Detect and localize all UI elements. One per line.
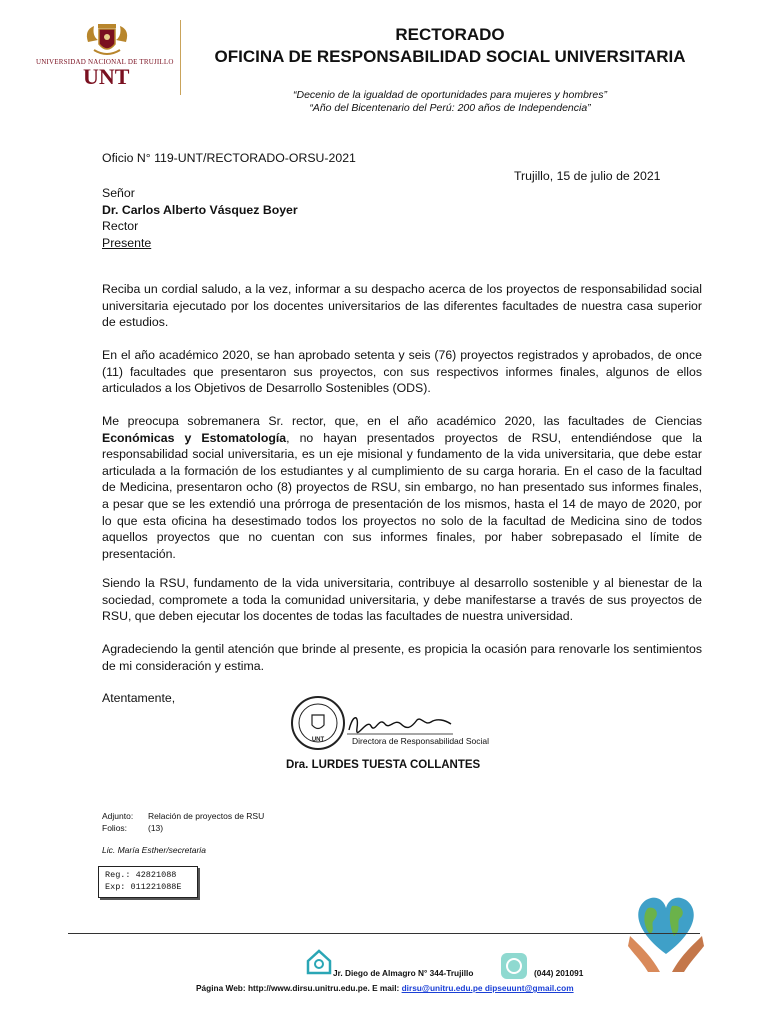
motto-bicentenario: “Año del Bicentenario del Perú: 200 años de Independencia” <box>309 102 591 114</box>
folios-label: Folios: <box>102 823 128 833</box>
letter-date: Trujillo, 15 de julio de 2021 <box>514 169 661 183</box>
home-icon <box>305 948 333 976</box>
recipient-block <box>102 185 298 251</box>
paragraph-2: En el año académico 2020, se han aprobado setenta y seis (76) proyectos registrados y aprobados, de once (11) facultades que presentaron sus proyectos, con sus respectivos informes finales, algunos de ellos articulados a los Objetivos de Desarrollo Sostenibles (ODS). <box>102 348 702 396</box>
handwritten-signature <box>345 708 455 738</box>
paragraph-3-a: Me preocupa sobremanera Sr. rector, que, en el año académico 2020, las facultades de Ciencias <box>102 414 702 428</box>
paragraph-3-c: , no hayan presentados proyectos de RSU, entendiéndose que la responsabilidad social universitaria, es un eje misional y fundamento de la vida universitaria, que debe estar articulada a la formación de los estudiantes y al cumplimiento de su carga horaria. En el caso de la facultad de Medicina, presentaron ocho (8) proyectos de RSU, sin embargo, no han presentado sus informes finales, a pesar que se les extendió una prórroga de presentación de los mismos, hasta el 14 de mayo de 2020, por lo que esta oficina ha desestimado todos los proyectos no solo de la facultad de Medicina sino de todos aquellos proyectos que no cuentan con sus informes finales, por haber sobrepasado el límite de presentación. <box>102 430 702 561</box>
registry-box <box>98 866 198 898</box>
signature-caption: Directora de Responsabilidad Social <box>352 736 490 746</box>
folios-value: (13) <box>148 823 164 833</box>
presente-label: Presente <box>102 235 152 250</box>
closing: Atentamente, <box>102 691 176 705</box>
university-name: UNIVERSIDAD NACIONAL DE TRUJILLO <box>36 58 174 66</box>
official-stamp-icon <box>290 695 346 751</box>
footer-email-links[interactable]: dirsu@unitru.edu.pe dipseuunt@gmail.com <box>401 983 574 993</box>
adjunto-value: Relación de proyectos de RSU <box>148 811 265 821</box>
recipient-name: Dr. Carlos Alberto Vásquez Boyer <box>102 202 298 217</box>
university-crest-icon <box>82 20 132 60</box>
footer-web-line <box>196 983 574 993</box>
paragraph-5: Agradeciendo la gentil atención que brinde al presente, es propicia la ocasión para renovarle los sentimientos de mi consideración y estima. <box>102 642 702 673</box>
university-abbr: UNT <box>83 64 130 89</box>
expedient-number: Exp: 011221088E <box>105 882 182 892</box>
paragraph-4: Siendo la RSU, fundamento de la vida universitaria, contribuye al desarrollo sostenible y al bienestar de la sociedad, compromete a toda la comunidad universitaria, y debe manifestarse a través de sus proyectos de RSU, que deben ejecutar los docentes de todas las facultades de nuestra universidad. <box>102 576 702 624</box>
adjunto-label: Adjunto: <box>102 811 134 821</box>
letter-reference: Oficio N° 119-UNT/RECTORADO-ORSU-2021 <box>102 151 356 165</box>
motto-decenio: “Decenio de la igualdad de oportunidades para mujeres y hombres” <box>292 89 608 101</box>
recipient-title: Rector <box>102 219 139 234</box>
paragraph-3 <box>102 413 702 562</box>
header-divider <box>180 20 181 95</box>
paragraph-1: Reciba un cordial saludo, a la vez, informar a su despacho acerca de los proyectos de responsabilidad social universitaria ejecutado por los docentes universitarios de las diferentes facultades de nuestra casa superior de estudios. <box>102 282 702 330</box>
globe-heart-hands-icon <box>626 884 706 974</box>
whatsapp-icon <box>500 952 528 980</box>
footer-phone: (044) 201091 <box>534 968 584 978</box>
salutation: Señor <box>102 186 135 200</box>
footer-web-prefix: Página Web: http://www.dirsu.unitru.edu.pe. E mail: <box>196 983 402 993</box>
header-rectorado: RECTORADO <box>395 25 505 44</box>
registry-number: Reg.: 42821088 <box>105 870 177 880</box>
secretary-initials: Lic. María Esther/secretaria <box>102 845 206 855</box>
footer-address: Jr. Diego de Almagro N° 344-Trujillo <box>333 968 474 978</box>
footer-divider <box>68 933 700 934</box>
svg-text:UNT: UNT <box>311 737 325 743</box>
header-office: OFICINA DE RESPONSABILIDAD SOCIAL UNIVERSITARIA <box>214 47 686 66</box>
signatory-name: Dra. LURDES TUESTA COLLANTES <box>286 759 481 771</box>
paragraph-3-faculties: Económicas y Estomatología <box>102 430 287 445</box>
